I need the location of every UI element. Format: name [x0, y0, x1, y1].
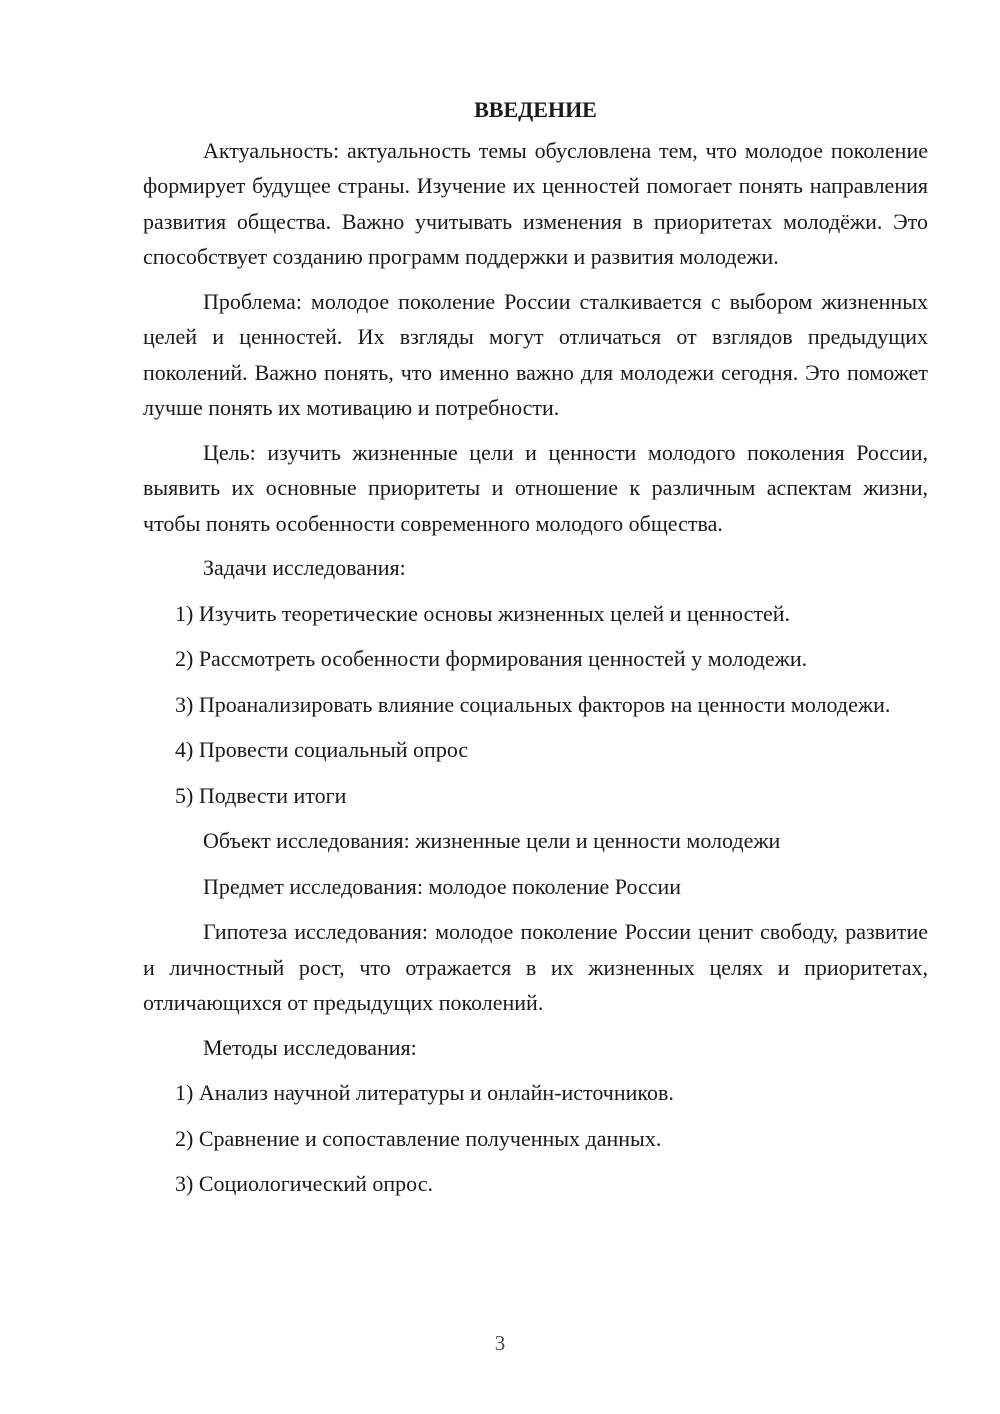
task-item: 4) Провести социальный опрос: [175, 737, 469, 762]
task-item: 2) Рассмотреть особенности формирования ценностей у молодежи.: [175, 646, 808, 671]
subject-line: Предмет исследования: молодое поколение России: [203, 873, 682, 899]
method-item: 2) Сравнение и сопоставление полученных данных.: [175, 1125, 662, 1151]
problem-paragraph: Проблема: молодое поколение России сталкивается с выбором жизненных целей и ценностей. Их взгляды могут отличаться от взглядов предыдущих поколений. Важно понять, что именно важно для молодежи сегодня. Это поможет лучше понять их мотивацию и потребности.: [143, 288, 928, 420]
tasks-heading: Задачи исследования:: [203, 555, 406, 580]
document-page: [143, 92, 928, 1212]
task-item: 3) Проанализировать влияние социальных факторов на ценности молодежи.: [175, 691, 891, 717]
relevance-paragraph: Актуальность: актуальность темы обусловлена тем, что молодое поколение формирует будущее страны. Изучение их ценностей помогает понять направления развития общества. Важно учитывать изменения в приоритетах молодёжи. Это способствует созданию программ поддержки и развития молодежи.: [143, 137, 928, 269]
method-item: 1) Анализ научной литературы и онлайн-источников.: [175, 1080, 674, 1105]
method-item: 3) Социологический опрос.: [175, 1171, 433, 1196]
goal-paragraph: Цель: изучить жизненные цели и ценности молодого поколения России, выявить их основные приоритеты и отношение к различным аспектам жизни, чтобы понять особенности современного молодого общества.: [143, 439, 928, 536]
object-line: Объект исследования: жизненные цели и ценности молодежи: [203, 828, 781, 853]
page-title: ВВЕДЕНИЕ: [474, 97, 597, 122]
task-item: 1) Изучить теоретические основы жизненных целей и ценностей.: [175, 600, 790, 626]
page-number: 3: [494, 1331, 506, 1355]
hypothesis-paragraph: Гипотеза исследования: молодое поколение России ценит свободу, развитие и личностный рост, что отражается в их жизненных целях и приоритетах, отличающихся от предыдущих поколений.: [143, 919, 928, 1015]
task-item: 5) Подвести итоги: [175, 782, 347, 808]
methods-heading: Методы исследования:: [203, 1034, 417, 1060]
